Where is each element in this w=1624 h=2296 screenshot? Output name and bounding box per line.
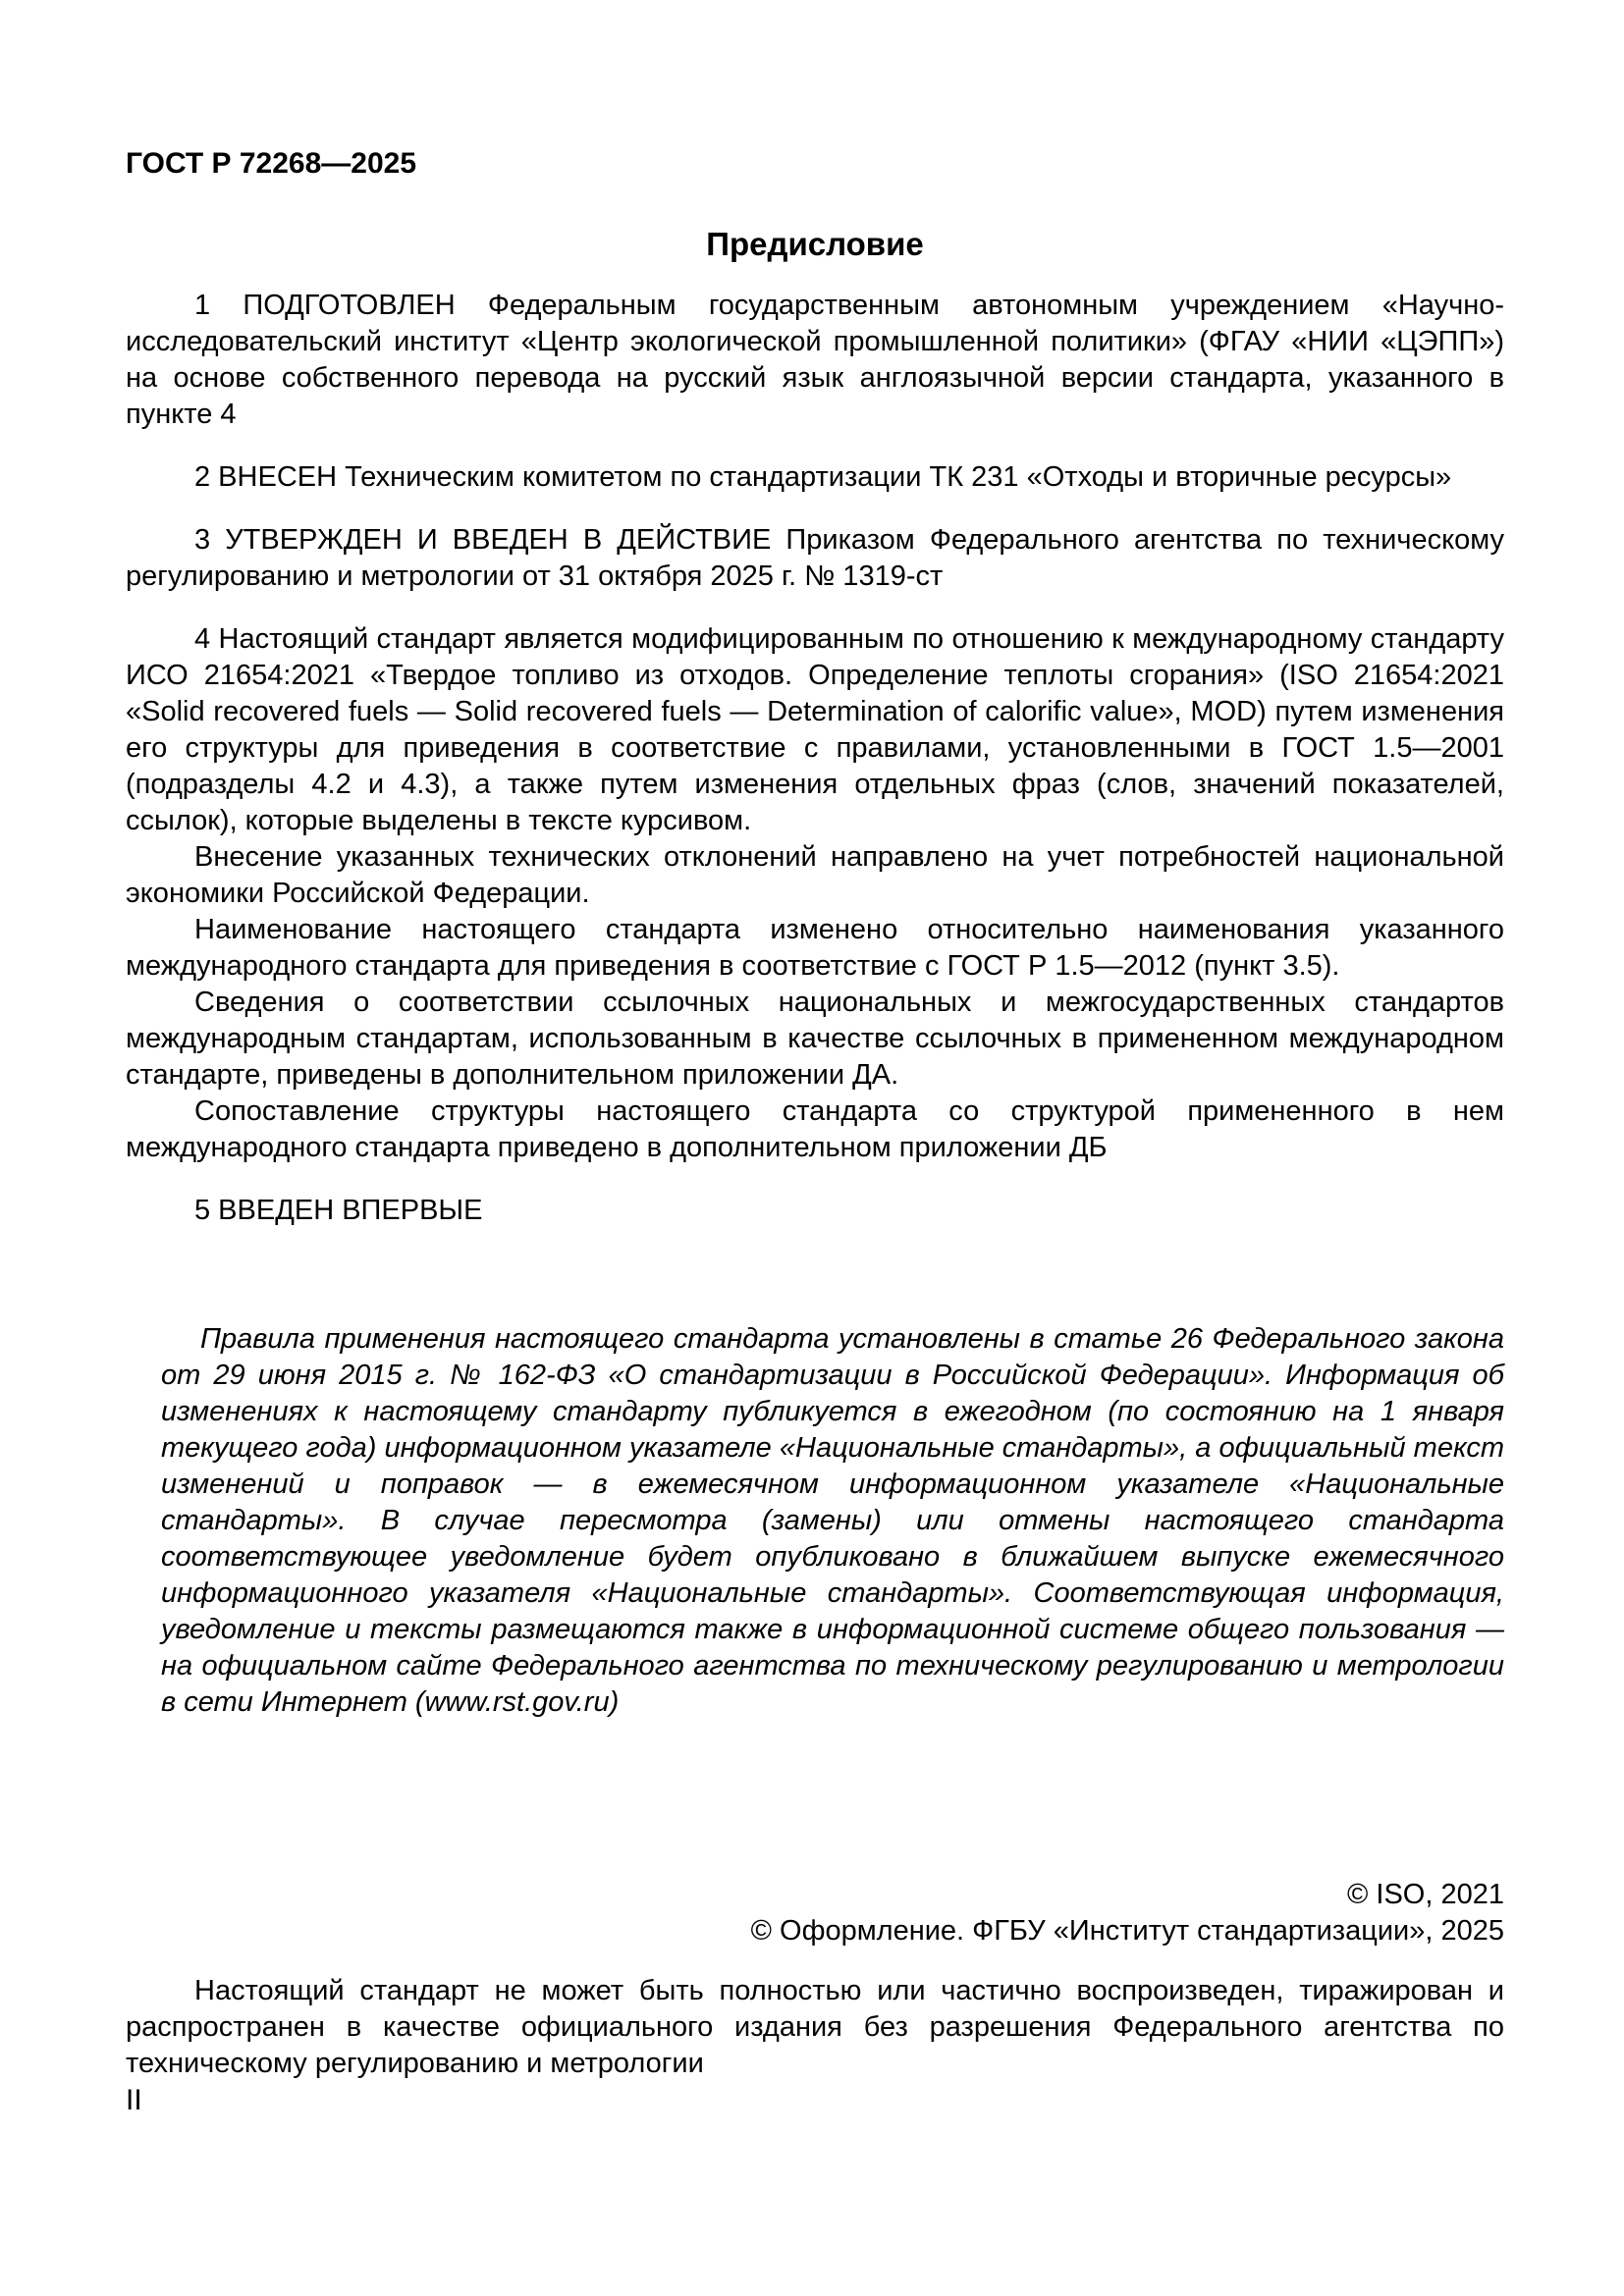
section-title: Предисловие xyxy=(706,226,924,262)
page-number: II xyxy=(126,2084,142,2116)
application-rules-notice: Правила применения настоящего стандарта установлены в статье 26 Федерального закона от 29 июня 2015 г. № 162-ФЗ «О стандартизации в Российской Федерации». Информация об изменениях к настоящему стандарту публикуется в ежегодном (по состоянию на 1 января текущего года) информационном указателе «Национальные стандарты», а официальный текст изменений и поправок — в ежемесячном информационном указателе «Национальные стандарты». В случае пересмотра (замены) или отмены настоящего стандарта соответствующее уведомление будет опубликовано в ближайшем выпуске ежемесячного информационного указателя «Национальные стандарты». Соответствующая информация, уведомление и тексты размещаются также в информационной системе общего пользования — на официальном сайте Федерального агентства по техническому регулированию и метрологии в сети Интернет (www.rst.gov.ru) xyxy=(161,1323,1504,1718)
foreword-clause-4-note-annex-db: Сопоставление структуры настоящего стандарта со структурой примененного в нем международного стандарта приведено в дополнительном приложении ДБ xyxy=(126,1095,1504,1163)
copyright-iso-line: © ISO, 2021 xyxy=(1346,1879,1504,1910)
foreword-clause-5: 5 ВВЕДЕН ВПЕРВЫЕ xyxy=(194,1195,483,1226)
copyright-design-line: © Оформление. ФГБУ «Институт стандартизации», 2025 xyxy=(750,1915,1504,1947)
copyright-block xyxy=(126,1877,1504,1949)
foreword-clause-4-note-title-change: Наименование настоящего стандарта изменено относительно наименования указанного международного стандарта для приведения в соответствие с ГОСТ Р 1.5—2012 (пункт 3.5). xyxy=(126,914,1504,982)
standard-code: ГОСТ Р 72268—2025 xyxy=(126,147,417,180)
foreword-clause-1: 1 ПОДГОТОВЛЕН Федеральным государственным автономным учреждением «Научно-исследовательский институт «Центр экологической промышленной политики» (ФГАУ «НИИ «ЦЭПП») на основе собственного перевода на русский язык англоязычной версии стандарта, указанного в пункте 4 xyxy=(126,290,1504,430)
foreword-clause-2: 2 ВНЕСЕН Техническим комитетом по стандартизации ТК 231 «Отходы и вторичные ресурсы» xyxy=(194,461,1452,493)
page-footer-block xyxy=(126,1877,1504,2118)
foreword-clause-4-note-deviations: Внесение указанных технических отклонений направлено на учет потребностей национальной экономики Российской Федерации. xyxy=(126,841,1504,909)
foreword-clause-3: 3 УТВЕРЖДЕН И ВВЕДЕН В ДЕЙСТВИЕ Приказом Федерального агентства по техническому регулированию и метрологии от 31 октября 2025 г. № 1319-ст xyxy=(126,524,1504,592)
foreword-clause-4: 4 Настоящий стандарт является модифицированным по отношению к международному стандарту ИСО 21654:2021 «Твердое топливо из отходов. Определение теплоты сгорания» (ISO 21654:2021 «Solid recovered fuels — Solid recovered fuels — Determination of calorific value», MOD) путем изменения его структуры для приведения в соответствие с правилами, установленными в ГОСТ 1.5—2001 (подразделы 4.2 и 4.3), а также путем изменения отдельных фраз (слов, значений показателей, ссылок), которые выделены в тексте курсивом. xyxy=(126,623,1504,836)
reproduction-restriction: Настоящий стандарт не может быть полностью или частично воспроизведен, тиражирован и распространен в качестве официального издания без разрешения Федерального агентства по техническому регулированию и метрологии xyxy=(126,1975,1504,2079)
foreword-clause-4-note-annex-da: Сведения о соответствии ссылочных национальных и межгосударственных стандартов международным стандартам, использованным в качестве ссылочных в примененном международном стандарте, приведены в дополнительном приложении ДА. xyxy=(126,987,1504,1091)
